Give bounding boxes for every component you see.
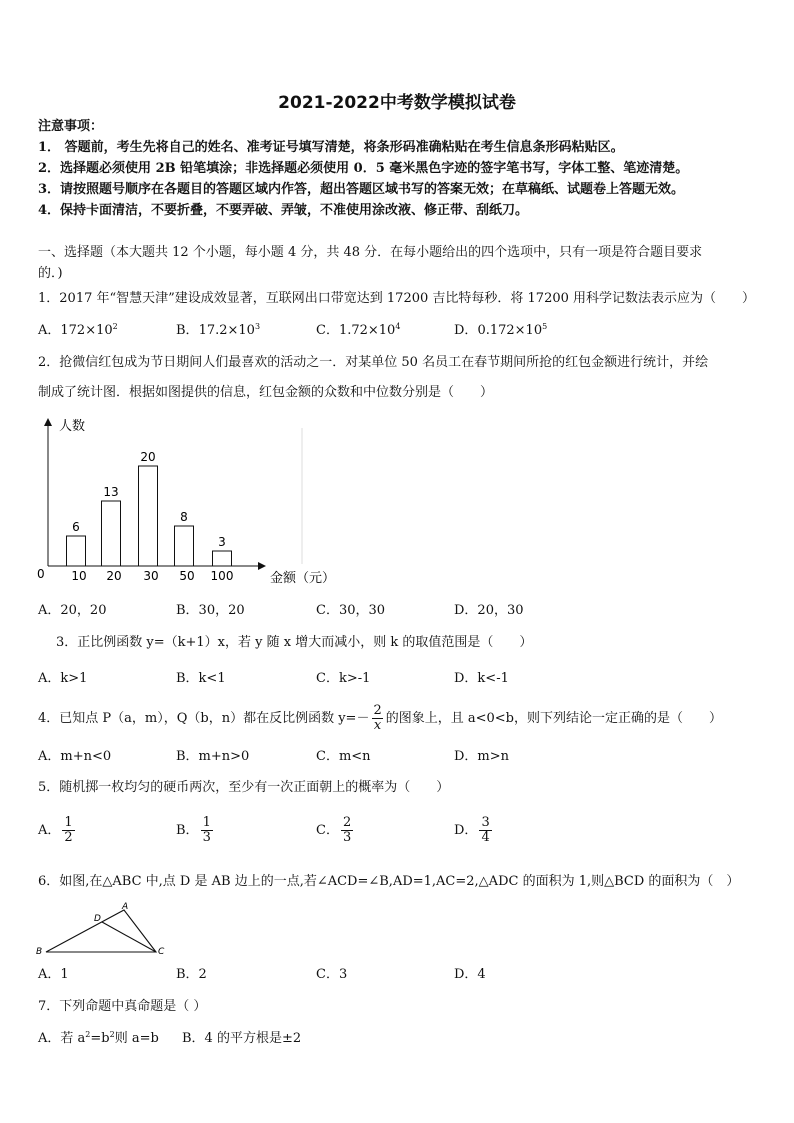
q6-option-b: B．2 [176, 967, 207, 982]
q2-option-a: A．20，20 [38, 603, 107, 618]
page-title: 2021-2022中考数学模拟试卷 [278, 93, 516, 113]
q4-stem: 4．已知点 P（a，m），Q（b，n）都在反比例函数 y=－ $\frac{2}{x}$ 的图象上，且 a<0<b，则下列结论一定正确的是（ ） [38, 703, 722, 733]
x-tick-label: 100 [210, 569, 234, 583]
q3-option-a: A．k>1 [38, 671, 88, 686]
bar-value-label: 13 [103, 485, 119, 499]
vertex-label-d: D [94, 914, 101, 924]
q2-option-b: B．30，20 [176, 603, 245, 618]
q1-option-b: B．$17.2\times 10^3$ [176, 322, 261, 338]
q6-stem: 6．如图,在△ABC 中,点 D 是 AB 边上的一点,若∠ACD=∠B,AD=1,AC=2,△ADC 的面积为 1,则△BCD 的面积为（ ） [38, 874, 740, 889]
q5-option-c: C． $\frac{2}{3}$ [316, 815, 352, 845]
bar-value-label: 3 [218, 535, 226, 549]
vertex-label-a: A [122, 902, 129, 912]
section-heading-line1: 一、选择题（本大题共 12 个小题，每小题 4 分，共 48 分．在每小题给出的四个选项中，只有一项是符合题目要求 [38, 245, 703, 260]
bar-value-label: 6 [72, 520, 80, 534]
bar-chart [30, 414, 336, 590]
q5-stem: 5．随机掷一枚均匀的硬币两次，至少有一次正面朝上的概率为（ ） [38, 780, 450, 795]
q3-option-d: D．k<-1 [454, 671, 509, 686]
bar-value-label: 8 [180, 510, 188, 524]
q4-option-a: A．m+n<0 [38, 749, 112, 764]
y-axis-label: 人数 [59, 419, 86, 434]
q1-option-d: D．$0.172\times 10^5$ [454, 322, 548, 338]
q4-option-d: D．m>n [454, 749, 510, 764]
bar-10 [67, 536, 86, 566]
x-tick-label: 30 [143, 569, 159, 583]
section-heading-line2: 的．) [38, 266, 63, 281]
q3-stem: 3．正比例函数 y=（k+1）x，若 y 随 x 增大而减小，则 k 的取值范围是（ ） [56, 635, 533, 650]
bar-30 [139, 466, 158, 566]
x-tick-label: 20 [106, 569, 122, 583]
triangle-figure [34, 900, 174, 958]
chart-bars [67, 466, 232, 566]
bar-20 [102, 501, 121, 566]
q3-option-b: B．k<1 [176, 671, 226, 686]
q5-option-d: D． $\frac{3}{4}$ [454, 815, 490, 845]
q7-option-a: A．若 $a^2=b^2$则 a=b [38, 1030, 159, 1046]
q5-option-b: B． $\frac{1}{3}$ [176, 815, 211, 845]
vertex-label-c: C [158, 947, 165, 957]
bar-100 [213, 551, 232, 566]
x-tick-label: 10 [71, 569, 87, 583]
q4-fraction: $\frac{2}{x}$ [373, 703, 382, 733]
q6-option-c: C．3 [316, 967, 348, 982]
q4-option-b: B．m+n>0 [176, 749, 250, 764]
q2-option-d: D．20，30 [454, 603, 524, 618]
origin-label: 0 [37, 567, 45, 581]
q3-option-c: C．k>-1 [316, 671, 371, 686]
notice-item-2: 2．选择题必须使用 2B 铅笔填涂；非选择题必须使用 0．5 毫米黑色字迹的签字笔书写，字体工整、笔迹清楚。 [38, 161, 689, 176]
notice-item-3: 3．请按照题号顺序在各题目的答题区域内作答，超出答题区域书写的答案无效；在草稿纸、试题卷上答题无效。 [38, 182, 685, 197]
q2-stem-line2: 制成了统计图．根据如图提供的信息，红包金额的众数和中位数分别是（ ） [38, 385, 494, 400]
q1-option-a: A．$172\times 10^2$ [38, 322, 118, 338]
q7-option-b: B．4 的平方根是±2 [182, 1031, 302, 1046]
bar-50 [175, 526, 194, 566]
x-axis-label: 金额（元） [270, 571, 336, 586]
q7-stem: 7．下列命题中真命题是（ ） [38, 999, 207, 1014]
notice-item-1: 1． 答题前，考生先将自己的姓名、准考证号填写清楚，将条形码准确粘贴在考生信息条形码粘贴区。 [38, 140, 624, 155]
q2-option-c: C．30，30 [316, 603, 386, 618]
vertex-label-b: B [36, 947, 43, 957]
bar-value-label: 20 [140, 450, 156, 464]
notice-item-4: 4．保持卡面清洁，不要折叠，不要弄破、弄皱，不准使用涂改液、修正带、刮纸刀。 [38, 203, 529, 218]
x-tick-label: 50 [179, 569, 195, 583]
q2-stem-line1: 2．抢微信红包成为节日期间人们最喜欢的活动之一．对某单位 50 名员工在春节期间所抢的红包金额进行统计，并绘 [38, 355, 709, 370]
q6-option-a: A．1 [38, 967, 69, 982]
notice-heading: 注意事项： [38, 119, 104, 134]
q4-option-c: C．m<n [316, 749, 371, 764]
q1-option-c: C．$1.72\times 10^4$ [316, 322, 401, 338]
q5-option-a: A． $\frac{1}{2}$ [38, 815, 73, 845]
q6-option-d: D．4 [454, 967, 486, 982]
q1-stem: 1．2017 年“智慧天津”建设成效显著，互联网出口带宽达到 17200 吉比特每秒．将 17200 用科学记数法表示应为（ ） [38, 291, 756, 306]
